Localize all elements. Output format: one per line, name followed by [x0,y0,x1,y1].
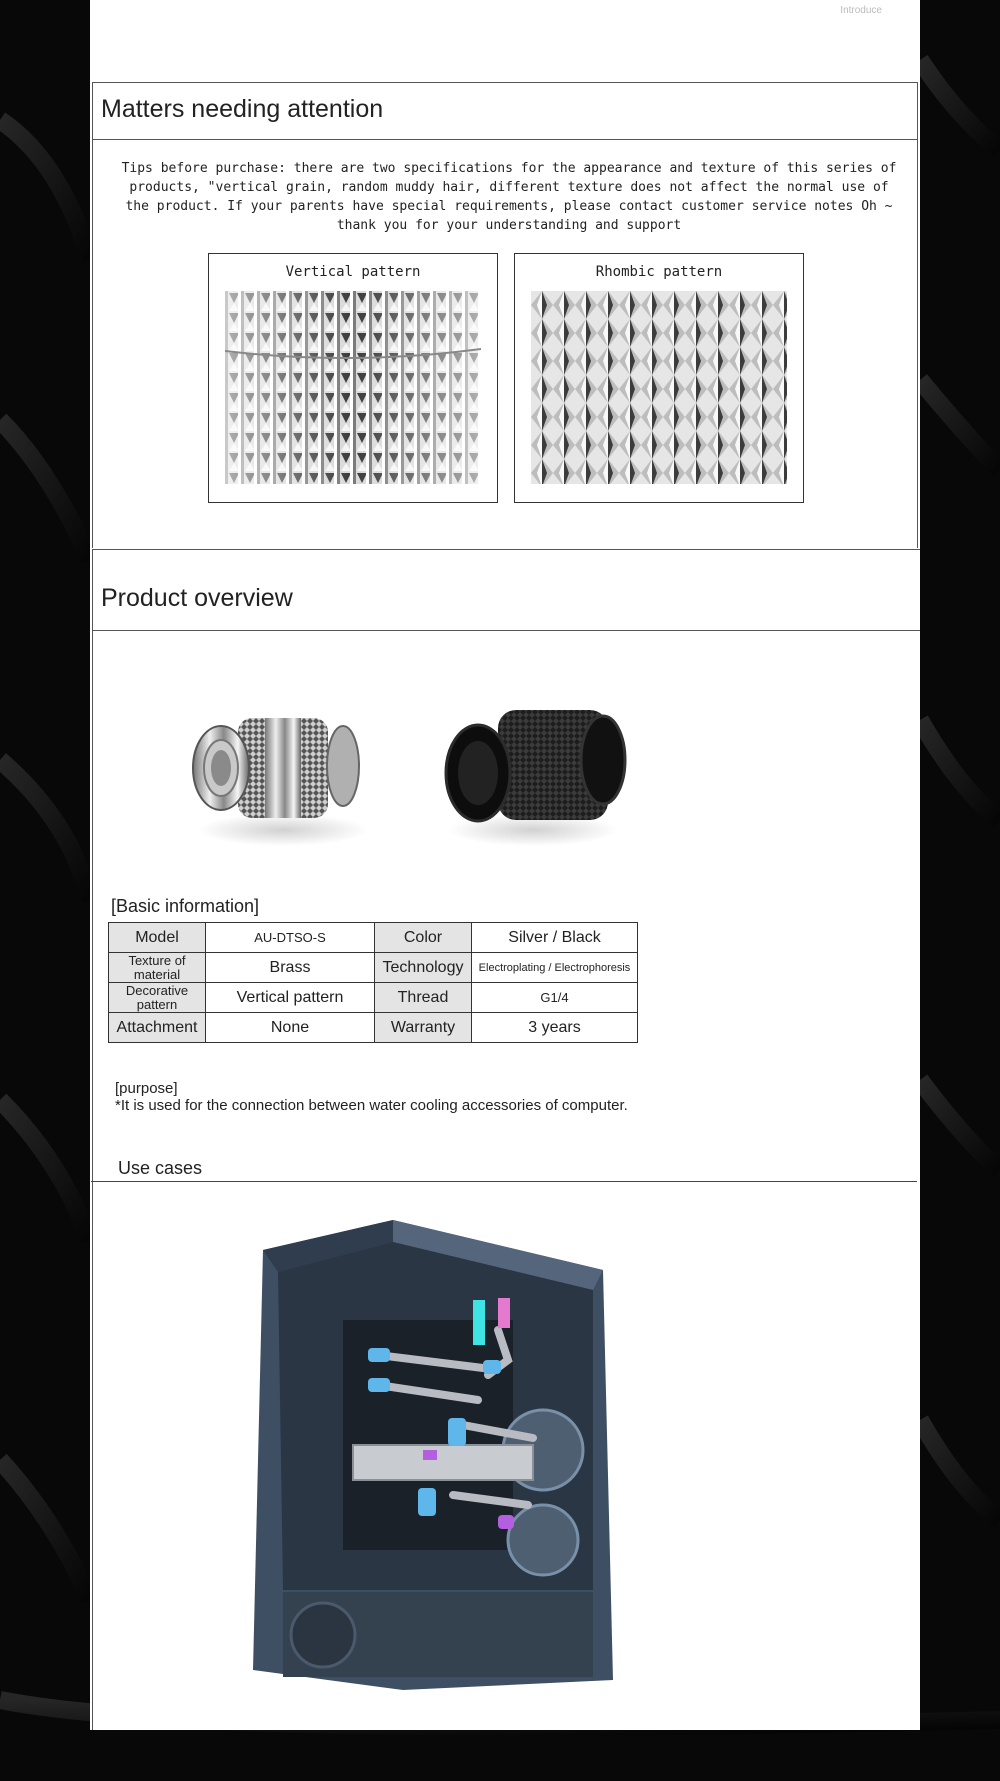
use-cases-title: Use cases [118,1158,203,1178]
table-cell: Thread [375,983,472,1013]
table-cell: None [206,1013,375,1043]
table-cell: AU-DTSO-S [206,923,375,953]
table-row [109,953,638,983]
table-row [109,1013,638,1043]
table-cell: 3 years [472,1013,638,1043]
introduce-tab[interactable]: Introduce [840,5,882,16]
table-row [109,983,638,1013]
purpose-label: [purpose] [115,1080,178,1097]
table-cell: Decorative pattern [109,983,206,1013]
attention-title: Matters needing attention [101,95,384,123]
product-detail-page [90,0,920,1730]
rhombic-pattern-label: Rhombic pattern [595,264,723,280]
purpose-text: *It is used for the connection between water cooling accessories of computer. [115,1097,628,1114]
use-cases-divider [91,1181,917,1182]
table-cell: Texture of material [109,953,206,983]
vertical-pattern-label: Vertical pattern [285,264,421,280]
rhombic-pattern-image [531,291,787,484]
title-divider [93,630,920,631]
product-photos [133,640,673,875]
rhombic-pattern-card [514,253,804,503]
basic-info-table [108,922,638,1043]
title-divider [93,139,917,140]
basic-info-title: [Basic information] [111,896,260,916]
table-cell: Silver / Black [472,923,638,953]
table-cell: Brass [206,953,375,983]
purpose-block [115,1080,628,1114]
table-cell: Color [375,923,472,953]
purchase-tips: Tips before purchase: there are two specifications for the appearance and texture of this series of products, "vertical grain, random muddy hair, different texture does not affect the normal use of the product. If your parents have special requirements, please contact customer service notes Oh ~ thank you for your understanding and support [121,161,897,233]
pc-case-illustration [243,1210,663,1700]
table-cell: Vertical pattern [206,983,375,1013]
overview-title: Product overview [101,584,293,612]
table-cell: Attachment [109,1013,206,1043]
attention-section [92,82,918,548]
table-cell: Warranty [375,1013,472,1043]
vertical-pattern-image [225,291,481,484]
table-cell: Electroplating / Electrophoresis [472,953,638,983]
table-cell: Technology [375,953,472,983]
table-cell: Model [109,923,206,953]
table-row [109,923,638,953]
table-cell: G1/4 [472,983,638,1013]
vertical-pattern-card [208,253,498,503]
overview-section [92,549,920,1730]
